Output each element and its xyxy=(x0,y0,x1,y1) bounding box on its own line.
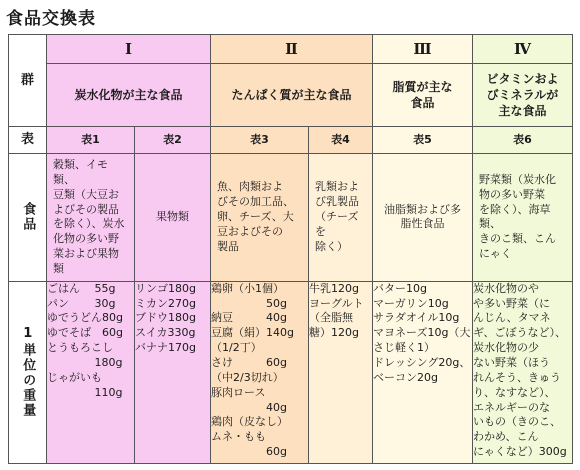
table-6-foods: 野菜類（炭水化 物の多い野菜 を除く）、海草類、 きのこ類、こん にゃく xyxy=(473,154,573,282)
unit-weight-row-label: 1単位の重量 xyxy=(9,281,47,463)
page-title: 食品交換表 xyxy=(6,9,96,29)
group-1-roman: Ⅰ xyxy=(47,35,211,64)
group-2-roman: Ⅱ xyxy=(211,35,373,64)
food-row-label: 食品 xyxy=(9,154,47,282)
table-6-label: 表6 xyxy=(473,127,573,154)
table-4-label: 表4 xyxy=(309,127,373,154)
group-3-name: 脂質が主な 食品 xyxy=(373,64,473,127)
table-1-foods: 穀類、イモ類、 豆類（大豆お よびその製品 を除く）、炭水 化物の多い野 菜および果物 類 xyxy=(47,154,135,282)
table-2-label: 表2 xyxy=(135,127,211,154)
table-6-weights: 炭水化物のや や多い野菜（に んじん、タマネ ギ、ごぼうなど）、 炭水化物の少 ない野菜（ほう れんそう、きゅう り、なすなど）、 エネルギーのな いもの（きのこ、 わかめ、こん にゃくなど）300g xyxy=(473,281,573,463)
group-1-name: 炭水化物が主な食品 xyxy=(47,64,211,127)
table-4-foods: 乳類およ び乳製品 （チーズを 除く） xyxy=(309,154,373,282)
table-3-weights: 鶏卵（小1個） 50g 納豆 40g 豆腐（絹）140g （1/2丁） さけ 60g （中2/3切れ） 豚肉ロース 40g 鶏肉（皮なし） ムネ・もも 60g xyxy=(211,281,309,463)
table-1-weights: ごはん 55g パン 30g ゆでうどん80g ゆでそば 60g とうもろこし 180g じゃがいも 110g xyxy=(47,281,135,463)
table-2-weights: リンゴ180g ミカン270g ブドウ180g スイカ330g バナナ170g xyxy=(135,281,211,463)
group-name-row xyxy=(9,64,573,127)
table-4-weights: 牛乳120g ヨーグルト （全脂無 糖）120g xyxy=(309,281,373,463)
food-row xyxy=(9,154,573,282)
table-3-label: 表3 xyxy=(211,127,309,154)
group-row-label: 群 xyxy=(9,35,47,127)
table-1-label: 表1 xyxy=(47,127,135,154)
table-5-weights: バター10g マーガリン10g サラダオイル10g マヨネーズ10g（大 さじ軽く1） ドレッシング20g、 ベーコン20g xyxy=(373,281,473,463)
group-2-name: たんぱく質が主な食品 xyxy=(211,64,373,127)
group-3-roman: Ⅲ xyxy=(373,35,473,64)
table-row-label: 表 xyxy=(9,127,47,154)
food-exchange-table xyxy=(8,34,573,464)
group-roman-row xyxy=(9,35,573,64)
table-2-foods: 果物類 xyxy=(135,154,211,282)
table-number-row xyxy=(9,127,573,154)
unit-weight-row xyxy=(9,281,573,463)
table-3-foods: 魚、肉類およ びその加工品、 卵、チーズ、大 豆およびその 製品 xyxy=(211,154,309,282)
group-4-roman: Ⅳ xyxy=(473,35,573,64)
group-4-name: ビタミンおよ びミネラルが 主な食品 xyxy=(473,64,573,127)
table-5-foods: 油脂類および多 脂性食品 xyxy=(373,154,473,282)
table-5-label: 表5 xyxy=(373,127,473,154)
